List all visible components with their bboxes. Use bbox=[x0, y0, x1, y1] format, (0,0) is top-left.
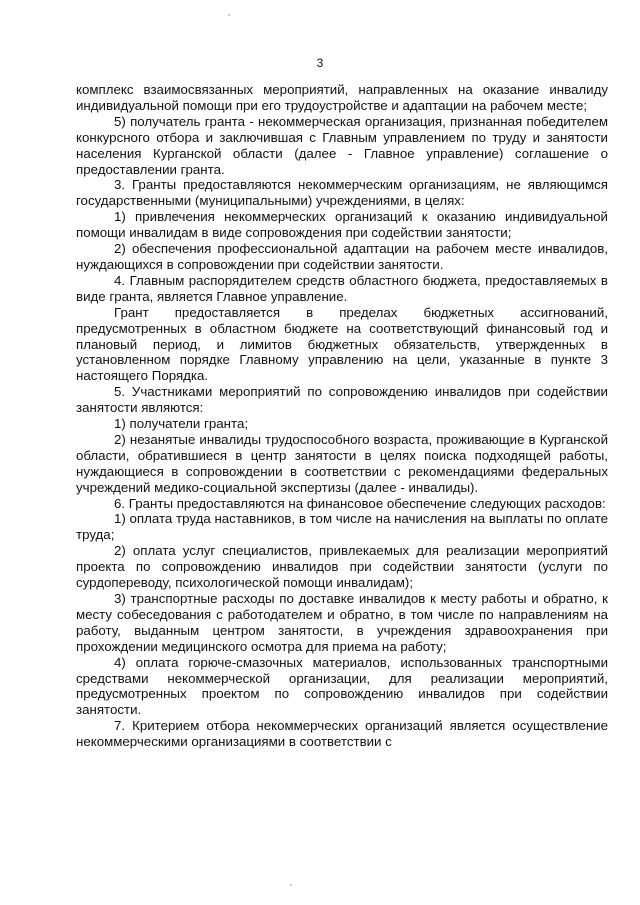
paragraph-section-6-item-2: 2) оплата услуг специалистов, привлекаемых для реализации мероприятий проекта по сопровождению инвалидов при содействии занятости (услуги по сурдопереводу, психологической помощи инвалидам); bbox=[76, 543, 608, 591]
paragraph-section-4: 4. Главным распорядителем средств областного бюджета, предоставляемых в виде гранта, является Главное управление. bbox=[76, 272, 608, 304]
paragraph-section-6: 6. Гранты предоставляются на финансовое обеспечение следующих расходов: bbox=[114, 495, 606, 511]
paragraph-grant-limits: Грант предоставляется в пределах бюджетных ассигнований, предусмотренных в областном бюджете на соответствующий финансовый год и плановый период, и лимитов бюджетных обязательств, утвержденных в установленном порядке Главному управлению на цели, указанные в пункте 3 настоящего Порядка. bbox=[76, 304, 608, 384]
paragraph-section-6-item-3: 3) транспортные расходы по доставке инвалидов к месту работы и обратно, к месту собеседования с работодателем и обратно, в том числе по направлениям на работу, выданным центром занятости, в учреждения здравоохранения при прохождении медицинского осмотра для приема на работу; bbox=[76, 591, 608, 654]
document-body bbox=[76, 82, 608, 750]
paragraph-section-5: 5. Участниками мероприятий по сопровождению инвалидов при содействии занятости являются: bbox=[76, 384, 608, 416]
page-number: 3 bbox=[316, 56, 324, 70]
paragraph-section-7: 7. Критерием отбора некоммерческих организаций является осуществление некоммерческими организациями в соответствии с bbox=[76, 718, 608, 750]
paragraph-section-3: 3. Гранты предоставляются некоммерческим организациям, не являющимся государственными (муниципальными) учреждениями, в целях: bbox=[76, 177, 608, 209]
paragraph-section-3-item-2: 2) обеспечения профессиональной адаптации на рабочем месте инвалидов, нуждающихся в сопровождении при содействии занятости. bbox=[76, 241, 608, 272]
paragraph-section-3-item-1: 1) привлечения некоммерческих организаций к оказанию индивидуальной помощи инвалидам в виде сопровождения при содействии занятости; bbox=[76, 209, 608, 241]
paragraph-item-5-grant-recipient: 5) получатель гранта - некоммерческая организация, признанная победителем конкурсного отбора и заключившая с Главным управлением по труду и занятости населения Курганской области (далее - Главное управление) соглашение о предоставлении гранта. bbox=[76, 113, 608, 177]
paragraph-section-5-item-2: 2) незанятые инвалиды трудоспособного возраста, проживающие в Курганской области, обратившиеся в центр занятости в целях поиска подходящей работы, нуждающиеся в сопровождении в соответствии с рекомендациями федеральных учреждений медико-социальной экспертизы (далее - инвалиды). bbox=[76, 431, 608, 495]
paragraph-section-6-item-1: 1) оплата труда наставников, в том числе на начисления на выплаты по оплате труда; bbox=[76, 511, 608, 543]
paragraph-continuation: комплекс взаимосвязанных мероприятий, направленных на оказание инвалиду индивидуальной помощи при его трудоустройстве и адаптации на рабочем месте; bbox=[76, 82, 608, 113]
paragraph-section-6-item-4: 4) оплата горюче-смазочных материалов, использованных транспортными средствами некоммерческой организации, для реализации мероприятий, предусмотренных проектом по сопровождению инвалидов при содействии занятости. bbox=[76, 654, 608, 718]
scan-speck bbox=[290, 884, 292, 886]
scan-speck bbox=[228, 14, 230, 16]
paragraph-section-5-item-1: 1) получатели гранта; bbox=[114, 416, 249, 432]
